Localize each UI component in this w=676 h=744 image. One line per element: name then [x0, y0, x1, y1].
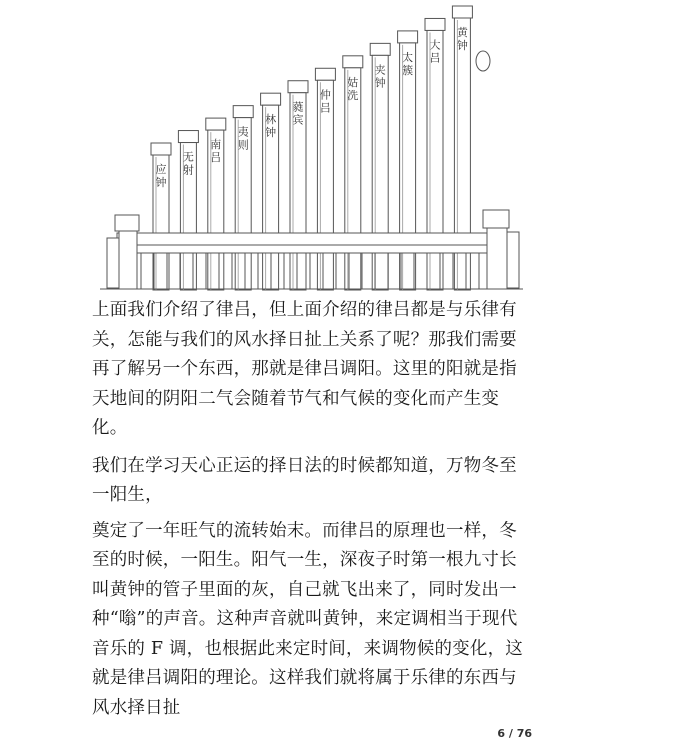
pipe-label-char: 射 — [182, 163, 194, 177]
pipe-label-char: 南 — [210, 138, 222, 152]
paragraph-3: 奠定了一年旺气的流转始末。而律吕的原理也一样，冬至的时候，一阳生。阳气一生，深夜子时第一根九寸长叫黄钟的管子里面的灰，自己就飞出来了，同时发出一种“嗡”的声音。这种声音就叫黄钟，来定调相当于现代音乐的 F 调，也根据此来定时间，来调物候的变化，这就是律吕调阳的理论。这样我们就将属于乐律的东西与风水择日扯 — [92, 520, 523, 718]
pipe-label-char: 洗 — [347, 88, 359, 102]
moon-circle-icon — [476, 51, 490, 71]
pipe-label-char: 夹 — [374, 63, 386, 77]
pipe-label-char: 应 — [155, 163, 167, 176]
page-number: 6 / 76 — [497, 727, 532, 740]
pipe-label-char: 宾 — [292, 113, 304, 127]
pipe-label-char: 簇 — [402, 63, 414, 77]
pipe-label-char: 姑 — [347, 75, 359, 89]
pipe-label-char: 林 — [265, 113, 277, 127]
pipe-label-char: 蕤 — [292, 100, 304, 114]
pipe-label-char: 夷 — [237, 125, 249, 139]
pipe-label-char: 吕 — [319, 101, 331, 115]
pipe-label-char: 无 — [182, 150, 194, 164]
pipe-label-char: 吕 — [210, 151, 222, 165]
pipe-label-char: 钟 — [155, 176, 167, 189]
body-text — [92, 296, 532, 731]
pipe-label-char: 仲 — [319, 88, 331, 102]
pipe-label-char: 钟 — [456, 39, 468, 52]
pipe-label-char: 钟 — [374, 76, 386, 90]
pipe-label-char: 大 — [429, 38, 441, 52]
pipe-label-char: 黄 — [456, 26, 468, 39]
paragraph-2: 我们在学习天心正运的择日法的时候都知道，万物冬至一阳生， — [92, 455, 517, 505]
pipe-label-char: 钟 — [265, 126, 277, 140]
pipe-labels — [156, 25, 469, 189]
pipe-label-char: 吕 — [429, 51, 441, 65]
pipe-label-char: 太 — [402, 50, 414, 64]
pipe-label-char: 则 — [237, 138, 249, 152]
paragraph-1: 上面我们介绍了律吕，但上面介绍的律吕都是与乐律有关，怎能与我们的风水择日扯上关系了呢？那我们需要再了解另一个东西，那就是律吕调阳。这里的阳就是指天地间的阴阳二气会随着节气和气候的变化而产生变化。 — [92, 300, 517, 438]
lulv-pipes-illustration — [95, 0, 525, 292]
